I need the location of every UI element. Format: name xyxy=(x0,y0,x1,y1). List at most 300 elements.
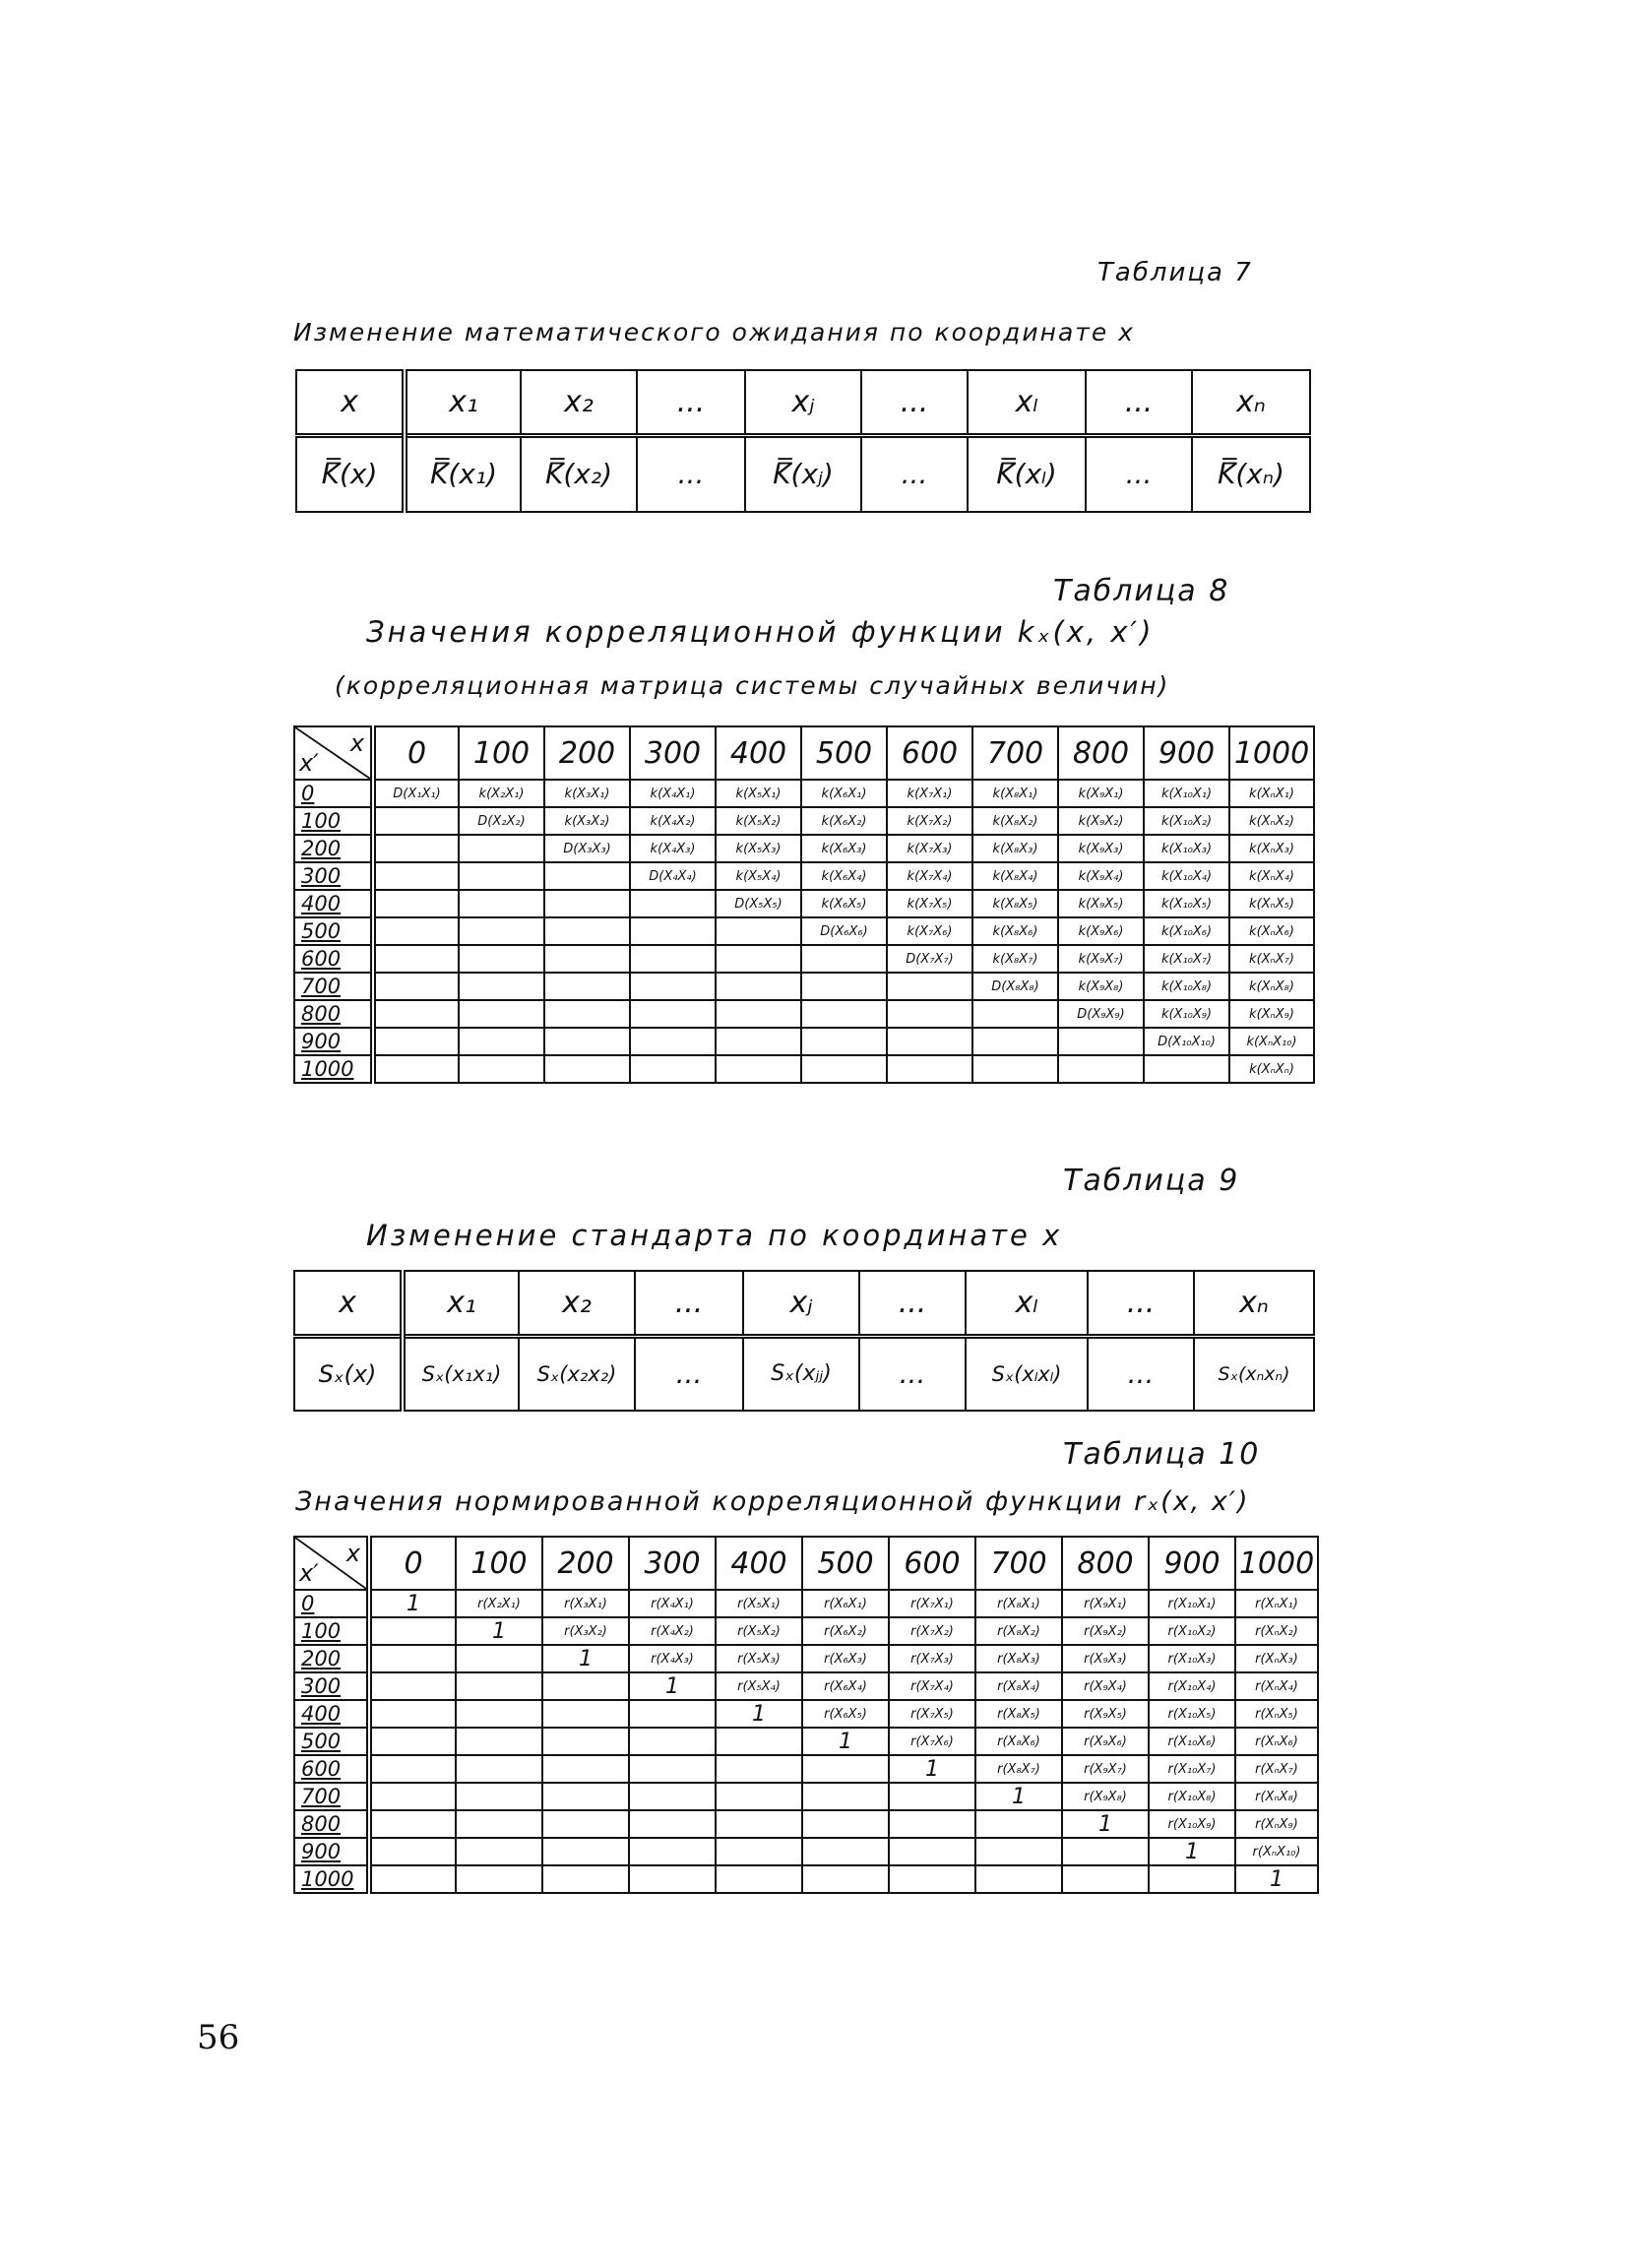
table10-cell: r(X₅X₂) xyxy=(716,1617,802,1645)
table10-column-header: 200 xyxy=(542,1537,629,1590)
table10-cell xyxy=(456,1838,542,1865)
table8-corner-xprime: x′ xyxy=(299,749,319,777)
table8-cell xyxy=(544,1055,630,1083)
table8-row xyxy=(294,807,1314,835)
table8-cell: k(XₙX₆) xyxy=(1229,917,1314,945)
table10-cell xyxy=(542,1810,629,1838)
table8-cell: k(X₁₀X₅) xyxy=(1144,890,1229,917)
table10-cell: r(X₁₀X₁) xyxy=(1149,1590,1235,1617)
table8-cell xyxy=(1058,1028,1144,1055)
table10-cell xyxy=(629,1810,716,1838)
table10-cell xyxy=(542,1783,629,1810)
table10-column-header: 600 xyxy=(889,1537,975,1590)
table10-cell xyxy=(456,1755,542,1783)
table8-cell: k(XₙX₉) xyxy=(1229,1000,1314,1028)
table9-value-cell: ... xyxy=(859,1336,966,1411)
table7-header-cell: x₂ xyxy=(521,370,637,435)
table8-cell: k(X₉X₁) xyxy=(1058,780,1144,807)
table8-cell: D(X₉X₉) xyxy=(1058,1000,1144,1028)
table8-cell: k(XₙX₅) xyxy=(1229,890,1314,917)
table10-row-label: 0 xyxy=(294,1590,369,1617)
table10-column-header: 900 xyxy=(1149,1537,1235,1590)
table8-cell: k(X₆X₁) xyxy=(801,780,887,807)
table10-corner-x: x xyxy=(345,1540,360,1567)
table10-cell: r(X₈X₃) xyxy=(975,1645,1062,1672)
table9-header-cell: x₂ xyxy=(519,1271,635,1336)
table8-cell: k(XₙX₈) xyxy=(1229,973,1314,1000)
table8-cell: k(X₆X₄) xyxy=(801,862,887,890)
table8-column-header: 400 xyxy=(716,726,801,780)
table8-row-label: 800 xyxy=(294,1000,373,1028)
table10-row xyxy=(294,1838,1318,1865)
table10-cell: 1 xyxy=(369,1590,456,1617)
table8-cell: k(X₇X₃) xyxy=(887,835,972,862)
table7-header-cell: x₁ xyxy=(405,370,521,435)
table10-cell xyxy=(542,1755,629,1783)
table8-cell xyxy=(544,1000,630,1028)
table10-cell xyxy=(629,1728,716,1755)
table8-cell: k(X₃X₂) xyxy=(544,807,630,835)
table9-header-cell: xⱼ xyxy=(743,1271,859,1336)
table8-cell xyxy=(972,1028,1058,1055)
table8-cell: k(X₁₀X₂) xyxy=(1144,807,1229,835)
table8-cell xyxy=(716,973,801,1000)
table10-cell: r(X₇X₆) xyxy=(889,1728,975,1755)
table10-cell: r(X₉X₁) xyxy=(1062,1590,1149,1617)
table10-cell: r(X₁₀X₄) xyxy=(1149,1672,1235,1700)
table9-value-cell: Sₓ(xₗxₗ) xyxy=(966,1336,1088,1411)
table10-cell: r(X₈X₇) xyxy=(975,1755,1062,1783)
table10-cell: r(XₙX₁₀) xyxy=(1235,1838,1318,1865)
table8-cell xyxy=(544,862,630,890)
table10-cell: r(X₉X₈) xyxy=(1062,1783,1149,1810)
table8-title: Значения корреляционной функции kₓ(x, x′) xyxy=(366,615,1155,649)
table10-cell: r(X₆X₄) xyxy=(802,1672,889,1700)
table8-cell xyxy=(373,1000,459,1028)
table8-cell: k(XₙX₂) xyxy=(1229,807,1314,835)
table9-value-cell: Sₓ(xₙxₙ) xyxy=(1194,1336,1314,1411)
table10-cell xyxy=(716,1838,802,1865)
table7-value-cell: ... xyxy=(1086,435,1192,512)
table8-cell: k(XₙX₁) xyxy=(1229,780,1314,807)
table10-cell xyxy=(456,1728,542,1755)
table10-row-label: 100 xyxy=(294,1617,369,1645)
table8-cell xyxy=(972,1055,1058,1083)
table8-row xyxy=(294,890,1314,917)
table10-row xyxy=(294,1865,1318,1893)
table8-corner-x: x xyxy=(349,729,364,757)
table10-row-label: 500 xyxy=(294,1728,369,1755)
table8-cell: k(X₁₀X₄) xyxy=(1144,862,1229,890)
table10-cell: r(X₈X₂) xyxy=(975,1617,1062,1645)
table8-column-header: 1000 xyxy=(1229,726,1314,780)
table8-cell: k(X₅X₁) xyxy=(716,780,801,807)
table10-cell: r(X₅X₃) xyxy=(716,1645,802,1672)
table8-cell: k(X₆X₂) xyxy=(801,807,887,835)
table8-row xyxy=(294,945,1314,973)
table8-cell: k(X₇X₂) xyxy=(887,807,972,835)
table8-cell: D(X₇X₇) xyxy=(887,945,972,973)
table8-cell: k(XₙX₁₀) xyxy=(1229,1028,1314,1055)
table10-column-header: 0 xyxy=(369,1537,456,1590)
table8-cell xyxy=(544,973,630,1000)
table8-cell xyxy=(373,807,459,835)
table8-cell: k(X₁₀X₈) xyxy=(1144,973,1229,1000)
table10-cell xyxy=(716,1865,802,1893)
table10-cell: 1 xyxy=(716,1700,802,1728)
table8-row-label: 600 xyxy=(294,945,373,973)
table8-row-label: 700 xyxy=(294,973,373,1000)
table10-title: Значения нормированной корреляционной функции rₓ(x, x′) xyxy=(295,1486,1250,1517)
table10-cell: r(X₁₀X₈) xyxy=(1149,1783,1235,1810)
table10-cell xyxy=(369,1838,456,1865)
table9-value-cell: ... xyxy=(1088,1336,1194,1411)
table10-cell xyxy=(802,1838,889,1865)
table8-row xyxy=(294,862,1314,890)
table7-value-cell: K̿(x₂) xyxy=(521,435,637,512)
table10-cell xyxy=(975,1838,1062,1865)
table10-cell xyxy=(629,1783,716,1810)
table10-row-label: 800 xyxy=(294,1810,369,1838)
table8-cell xyxy=(373,945,459,973)
table8-cell: k(X₁₀X₁) xyxy=(1144,780,1229,807)
table10-cell xyxy=(1062,1838,1149,1865)
table10-cell: r(X₇X₃) xyxy=(889,1645,975,1672)
table7-header-cell: ... xyxy=(637,370,745,435)
table10-cell: r(X₆X₅) xyxy=(802,1700,889,1728)
table8-cell: k(X₇X₄) xyxy=(887,862,972,890)
table10-cell: 1 xyxy=(802,1728,889,1755)
table8-cell xyxy=(716,917,801,945)
table8-row-label: 300 xyxy=(294,862,373,890)
table8-cell xyxy=(373,973,459,1000)
table10-row-label: 700 xyxy=(294,1783,369,1810)
table8-cell xyxy=(1144,1055,1229,1083)
table10-cell: r(XₙX₂) xyxy=(1235,1617,1318,1645)
table8-cell xyxy=(887,973,972,1000)
table8-cell xyxy=(972,1000,1058,1028)
table7-value-cell: K̿(xₙ) xyxy=(1192,435,1310,512)
table8-row xyxy=(294,835,1314,862)
table9-header-cell: x xyxy=(294,1271,403,1336)
table7-value-cell: ... xyxy=(637,435,745,512)
table8-cell xyxy=(544,917,630,945)
table10-cell xyxy=(369,1728,456,1755)
table10-cell: 1 xyxy=(456,1617,542,1645)
table8-cell: k(X₄X₁) xyxy=(630,780,716,807)
table8-cell: k(X₉X₅) xyxy=(1058,890,1144,917)
table10-cell xyxy=(369,1810,456,1838)
table7-header-cell: ... xyxy=(861,370,968,435)
table8-cell xyxy=(373,835,459,862)
table10-column-header: 400 xyxy=(716,1537,802,1590)
table10-cell: r(X₅X₄) xyxy=(716,1672,802,1700)
table8-cell: k(X₉X₄) xyxy=(1058,862,1144,890)
table7-value-cell: K̿(xₗ) xyxy=(968,435,1086,512)
table7-value-cell: ... xyxy=(861,435,968,512)
table8-cell: k(X₃X₁) xyxy=(544,780,630,807)
table10-cell xyxy=(716,1783,802,1810)
table9-title: Изменение стандарта по координате x xyxy=(366,1219,1063,1252)
table10-column-header: 500 xyxy=(802,1537,889,1590)
table8-cell: k(X₈X₂) xyxy=(972,807,1058,835)
table10-cell: r(X₁₀X₉) xyxy=(1149,1810,1235,1838)
table8-row xyxy=(294,1055,1314,1083)
table10-cell: r(X₉X₄) xyxy=(1062,1672,1149,1700)
table8-column-header: 500 xyxy=(801,726,887,780)
table8-cell: k(X₉X₈) xyxy=(1058,973,1144,1000)
table8-cell xyxy=(630,890,716,917)
table8-cell xyxy=(1058,1055,1144,1083)
table10-cell xyxy=(802,1865,889,1893)
table8-cell: k(X₈X₆) xyxy=(972,917,1058,945)
table10-cell: 1 xyxy=(629,1672,716,1700)
table8-row-label: 100 xyxy=(294,807,373,835)
table9-value-cell: ... xyxy=(635,1336,743,1411)
table10-cell: r(X₆X₃) xyxy=(802,1645,889,1672)
table8-cell xyxy=(887,1000,972,1028)
table10 xyxy=(293,1536,1319,1894)
table10-column-header: 300 xyxy=(629,1537,716,1590)
table8-cell: k(X₈X₅) xyxy=(972,890,1058,917)
table9 xyxy=(293,1270,1315,1412)
table10-cell xyxy=(456,1645,542,1672)
table9-value-cell: Sₓ(x₁x₁) xyxy=(403,1336,519,1411)
table9-header-cell: xₗ xyxy=(966,1271,1088,1336)
table8-cell xyxy=(373,1055,459,1083)
table7-header-cell: xⱼ xyxy=(745,370,861,435)
table8-cell: k(X₈X₁) xyxy=(972,780,1058,807)
table10-cell xyxy=(629,1755,716,1783)
table10-cell xyxy=(975,1810,1062,1838)
table8-cell xyxy=(459,973,544,1000)
table8-row xyxy=(294,973,1314,1000)
table8-cell xyxy=(887,1055,972,1083)
table10-header-row xyxy=(294,1537,1318,1590)
table8-cell: k(X₉X₆) xyxy=(1058,917,1144,945)
table7-header-cell: xₙ xyxy=(1192,370,1310,435)
table10-label: Таблица 10 xyxy=(1063,1437,1261,1472)
table10-cell: r(X₁₀X₇) xyxy=(1149,1755,1235,1783)
table9-header-cell: ... xyxy=(859,1271,966,1336)
table8-cell xyxy=(373,890,459,917)
table10-cell: r(XₙX₇) xyxy=(1235,1755,1318,1783)
table10-cell: r(X₃X₁) xyxy=(542,1590,629,1617)
table10-cell xyxy=(456,1672,542,1700)
table10-cell xyxy=(975,1865,1062,1893)
table10-cell: r(XₙX₅) xyxy=(1235,1700,1318,1728)
table7-value-cell: K̿(x₁) xyxy=(405,435,521,512)
table7-label: Таблица 7 xyxy=(1097,258,1253,287)
table8-cell: k(X₅X₃) xyxy=(716,835,801,862)
table8-cell: k(X₄X₂) xyxy=(630,807,716,835)
table10-cell: r(X₄X₃) xyxy=(629,1645,716,1672)
table8-header-row xyxy=(294,726,1314,780)
table10-row-label: 900 xyxy=(294,1838,369,1865)
table8-cell xyxy=(801,1055,887,1083)
table8-cell: k(X₇X₆) xyxy=(887,917,972,945)
table10-cell: r(X₈X₆) xyxy=(975,1728,1062,1755)
table10-row xyxy=(294,1617,1318,1645)
table10-cell: r(X₁₀X₆) xyxy=(1149,1728,1235,1755)
table8-cell: k(X₉X₇) xyxy=(1058,945,1144,973)
table8-cell xyxy=(544,945,630,973)
table8-label: Таблица 8 xyxy=(1053,574,1230,608)
table8-cell: k(X₈X₄) xyxy=(972,862,1058,890)
table10-cell: r(X₉X₃) xyxy=(1062,1645,1149,1672)
table8-cell xyxy=(373,862,459,890)
table8-cell xyxy=(630,1000,716,1028)
table10-cell xyxy=(802,1810,889,1838)
table10-row xyxy=(294,1700,1318,1728)
table8-cell xyxy=(459,835,544,862)
table8-cell xyxy=(716,1028,801,1055)
table8-cell: k(X₁₀X₉) xyxy=(1144,1000,1229,1028)
table10-cell: r(XₙX₉) xyxy=(1235,1810,1318,1838)
table8-corner-cell xyxy=(294,726,373,780)
table10-cell xyxy=(369,1617,456,1645)
table8-cell: D(X₅X₅) xyxy=(716,890,801,917)
table7-header-cell: ... xyxy=(1086,370,1192,435)
table10-cell: r(XₙX₃) xyxy=(1235,1645,1318,1672)
table9-header-cell: ... xyxy=(635,1271,743,1336)
table10-row-label: 1000 xyxy=(294,1865,369,1893)
table10-cell xyxy=(456,1700,542,1728)
table10-cell: r(X₉X₂) xyxy=(1062,1617,1149,1645)
table10-cell xyxy=(716,1755,802,1783)
table9-header-cell: ... xyxy=(1088,1271,1194,1336)
table9-value-row xyxy=(294,1336,1314,1411)
table10-cell: r(X₉X₅) xyxy=(1062,1700,1149,1728)
table8-cell: k(XₙX₄) xyxy=(1229,862,1314,890)
table7-header-row xyxy=(296,370,1310,435)
table10-cell xyxy=(369,1645,456,1672)
table10-cell: r(X₆X₂) xyxy=(802,1617,889,1645)
table8-cell xyxy=(630,917,716,945)
table8-row-label: 400 xyxy=(294,890,373,917)
table10-cell xyxy=(889,1810,975,1838)
table10-cell xyxy=(369,1700,456,1728)
table8-cell: k(X₅X₄) xyxy=(716,862,801,890)
table8-cell xyxy=(716,1000,801,1028)
table10-cell: r(XₙX₁) xyxy=(1235,1590,1318,1617)
table10-cell xyxy=(889,1783,975,1810)
table10-row xyxy=(294,1645,1318,1672)
page-number: 56 xyxy=(197,2018,240,2057)
table10-cell xyxy=(542,1728,629,1755)
table8-cell: k(X₈X₇) xyxy=(972,945,1058,973)
table10-cell: 1 xyxy=(889,1755,975,1783)
table8 xyxy=(293,725,1315,1084)
table8-cell: k(XₙX₃) xyxy=(1229,835,1314,862)
table10-row-label: 200 xyxy=(294,1645,369,1672)
table10-cell xyxy=(629,1700,716,1728)
table8-cell xyxy=(544,890,630,917)
table10-cell: r(X₁₀X₂) xyxy=(1149,1617,1235,1645)
table10-cell xyxy=(889,1838,975,1865)
table10-cell: r(X₂X₁) xyxy=(456,1590,542,1617)
table8-cell: D(X₈X₈) xyxy=(972,973,1058,1000)
table8-cell xyxy=(630,945,716,973)
table8-cell: k(X₁₀X₆) xyxy=(1144,917,1229,945)
table8-row-label: 500 xyxy=(294,917,373,945)
table8-cell xyxy=(459,917,544,945)
table10-row xyxy=(294,1783,1318,1810)
table10-row xyxy=(294,1755,1318,1783)
table8-row-label: 900 xyxy=(294,1028,373,1055)
table9-header-cell: xₙ xyxy=(1194,1271,1314,1336)
table8-cell xyxy=(801,973,887,1000)
table10-cell: r(XₙX₄) xyxy=(1235,1672,1318,1700)
table10-column-header: 100 xyxy=(456,1537,542,1590)
table8-cell: D(X₃X₃) xyxy=(544,835,630,862)
table10-cell: r(X₄X₂) xyxy=(629,1617,716,1645)
table10-cell xyxy=(369,1865,456,1893)
table10-cell: r(X₅X₁) xyxy=(716,1590,802,1617)
table10-row-label: 300 xyxy=(294,1672,369,1700)
table8-column-header: 100 xyxy=(459,726,544,780)
table10-cell: 1 xyxy=(1235,1865,1318,1893)
table10-cell xyxy=(629,1865,716,1893)
table10-cell xyxy=(456,1865,542,1893)
table8-row xyxy=(294,1000,1314,1028)
table10-cell xyxy=(889,1865,975,1893)
table8-cell: k(X₁₀X₇) xyxy=(1144,945,1229,973)
table9-header-cell: x₁ xyxy=(403,1271,519,1336)
table10-cell xyxy=(456,1810,542,1838)
table10-cell: r(X₆X₁) xyxy=(802,1590,889,1617)
table8-cell: D(X₂X₂) xyxy=(459,807,544,835)
table10-cell: 1 xyxy=(1062,1810,1149,1838)
table8-cell: D(X₆X₆) xyxy=(801,917,887,945)
table8-subtitle: (корреляционная матрица системы случайных величин) xyxy=(335,671,1170,700)
table8-cell xyxy=(459,1000,544,1028)
table10-cell xyxy=(369,1672,456,1700)
table10-cell xyxy=(1062,1865,1149,1893)
table8-cell xyxy=(459,890,544,917)
table8-cell xyxy=(459,1028,544,1055)
table7-header-cell: x xyxy=(296,370,405,435)
table8-cell: k(X₉X₂) xyxy=(1058,807,1144,835)
table10-cell xyxy=(629,1838,716,1865)
table7-header-cell: xₗ xyxy=(968,370,1086,435)
table10-cell xyxy=(456,1783,542,1810)
table10-cell xyxy=(542,1838,629,1865)
table10-cell: r(X₃X₂) xyxy=(542,1617,629,1645)
table8-column-header: 700 xyxy=(972,726,1058,780)
table8-cell: k(X₂X₁) xyxy=(459,780,544,807)
table8-cell xyxy=(801,1000,887,1028)
table8-row xyxy=(294,917,1314,945)
table7-title: Изменение математического ожидания по координате x xyxy=(293,318,1135,346)
table10-cell: r(X₇X₄) xyxy=(889,1672,975,1700)
table10-cell xyxy=(716,1810,802,1838)
table9-value-cell: Sₓ(x₂x₂) xyxy=(519,1336,635,1411)
table8-cell: k(XₙXₙ) xyxy=(1229,1055,1314,1083)
table10-cell xyxy=(369,1755,456,1783)
table9-header-row xyxy=(294,1271,1314,1336)
table8-column-header: 600 xyxy=(887,726,972,780)
table8-cell: k(X₆X₃) xyxy=(801,835,887,862)
table8-cell xyxy=(630,1055,716,1083)
table8-cell: k(X₈X₃) xyxy=(972,835,1058,862)
table7-value-row xyxy=(296,435,1310,512)
table10-cell: r(XₙX₆) xyxy=(1235,1728,1318,1755)
table10-cell xyxy=(716,1728,802,1755)
table8-cell xyxy=(459,945,544,973)
table9-value-cell: Sₓ(x) xyxy=(294,1336,403,1411)
table8-column-header: 900 xyxy=(1144,726,1229,780)
